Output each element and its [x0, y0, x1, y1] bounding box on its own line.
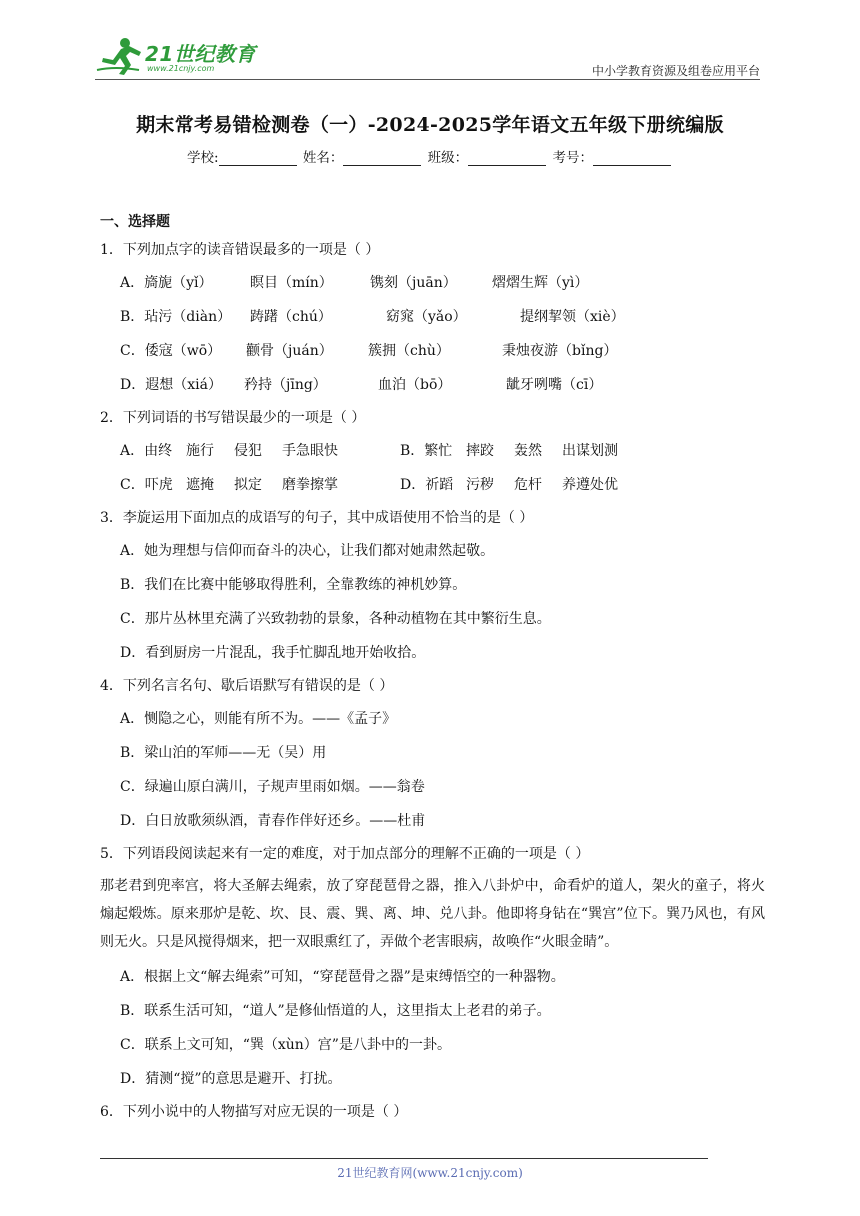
- option-cell: 危杆: [514, 477, 542, 493]
- option-cell: 提纲挈领（xiè）: [520, 309, 625, 325]
- option-row: D．猜测“搅”的意思是避开、打扰。: [120, 1071, 342, 1087]
- option-row: A．她为理想与信仰而奋斗的决心，让我们都对她肃然起敬。: [120, 543, 495, 559]
- option-row: B．梁山泊的军师——无（吴）用: [120, 745, 327, 761]
- name-blank[interactable]: [343, 151, 421, 166]
- exam-no-blank[interactable]: [593, 151, 671, 166]
- option-row: C．那片丛林里充满了兴致勃勃的景象，各种动植物在其中繁衍生息。: [120, 611, 551, 627]
- option-row: [100, 300, 765, 334]
- option-cell: 磨拳擦掌: [282, 477, 338, 493]
- option-cell: 瞑目（mín）: [250, 275, 333, 291]
- option-row: [100, 434, 765, 468]
- question-stem: 1．下列加点字的读音错误最多的一项是（ ）: [100, 242, 380, 258]
- class-blank[interactable]: [468, 151, 546, 166]
- option-row: B．联系生活可知，“道人”是修仙悟道的人，这里指太上老君的弟子。: [120, 1003, 551, 1019]
- option-cell: 镌刻（juān）: [370, 275, 457, 291]
- option-row: D．白日放歌须纵酒，青春作伴好还乡。——杜甫: [120, 813, 426, 829]
- student-info-line: [0, 146, 860, 166]
- option-cell: D．祈蹈: [400, 477, 454, 493]
- page-header: [95, 36, 760, 80]
- option-cell: 侵犯: [234, 443, 262, 459]
- option-cell: 养遵处优: [562, 477, 618, 493]
- class-label: 班级：: [427, 150, 469, 166]
- question-stem: 4．下列名言名句、歇后语默写有错误的是（ ）: [100, 678, 394, 694]
- option-cell: 污秽: [466, 477, 494, 493]
- option-cell: 颧骨（juán）: [246, 343, 333, 359]
- logo-text: 21世纪教育: [145, 42, 256, 66]
- reading-passage: 那老君到兜率宫，将大圣解去绳索，放了穿琵琶骨之器，推入八卦炉中，命看炉的道人，架火的童子，将火煽起煅炼。原来那炉是乾、坎、艮、震、巽、离、坤、兑八卦。他即将身钻在“巽宫”位下。巽乃风也，有风则无火。只是风搅得烟来，把一双眼熏红了，弄做个老害眼病，故唤作“火眼金睛”。: [100, 878, 765, 950]
- option-cell: 窈窕（yǎo）: [386, 309, 467, 325]
- option-row: C．联系上文可知，“巽（xùn）宫”是八卦中的一卦。: [120, 1037, 451, 1053]
- option-row: [100, 368, 765, 402]
- option-cell: C．吓虎: [120, 477, 173, 493]
- option-cell: 矜持（jīng）: [244, 377, 327, 393]
- site-logo: [95, 36, 265, 76]
- option-row: A．恻隐之心，则能有所不为。——《孟子》: [120, 711, 397, 727]
- option-cell: D．遐想（xiá）: [120, 377, 222, 393]
- footer-divider: [100, 1158, 708, 1159]
- option-cell: 施行: [186, 443, 214, 459]
- option-cell: A．由终: [120, 443, 173, 459]
- option-row: A．根据上文“解去绳索”可知，“穿琵琶骨之器”是束缚悟空的一种器物。: [120, 969, 565, 985]
- option-cell: 拟定: [234, 477, 262, 493]
- question-stem: 6．下列小说中的人物描写对应无误的一项是（ ）: [100, 1104, 408, 1120]
- option-row: [100, 334, 765, 368]
- option-row: [100, 468, 765, 502]
- question-stem: 3．李旋运用下面加点的成语写的句子，其中成语使用不恰当的是（ ）: [100, 510, 534, 526]
- platform-name: 中小学教育资源及组卷应用平台: [591, 64, 760, 78]
- exam-content: [100, 210, 765, 1128]
- name-label: 姓名：: [302, 150, 344, 166]
- option-row: [100, 266, 765, 300]
- question-stem: 2．下列词语的书写错误最少的一项是（ ）: [100, 410, 366, 426]
- option-cell: 熠熠生辉（yì）: [492, 275, 589, 291]
- option-cell: 秉烛夜游（bǐng）: [502, 343, 618, 359]
- option-cell: 踌躇（chú）: [250, 309, 332, 325]
- header-divider: [95, 79, 760, 80]
- page-footer: 21世纪教育网(www.21cnjy.com): [337, 1166, 523, 1180]
- option-cell: B．繁忙: [400, 443, 453, 459]
- option-cell: 血泊（bō）: [378, 377, 452, 393]
- section-heading: 一、选择题: [100, 214, 170, 230]
- option-cell: 摔跤: [466, 443, 494, 459]
- option-cell: 手急眼快: [282, 443, 338, 459]
- option-row: D．看到厨房一片混乱，我手忙脚乱地开始收拾。: [120, 645, 426, 661]
- page-title: 期末常考易错检测卷（一）-2024-2025学年语文五年级下册统编版: [136, 114, 724, 136]
- option-cell: 龇牙咧嘴（cī）: [506, 377, 603, 393]
- option-cell: C．倭寇（wō）: [120, 343, 222, 359]
- exam-no-label: 考号：: [552, 150, 593, 166]
- option-cell: 轰然: [514, 443, 542, 459]
- school-blank[interactable]: [219, 151, 297, 166]
- school-label: 学校:: [187, 150, 219, 166]
- option-cell: B．玷污（diàn）: [120, 309, 232, 325]
- logo-url: www.21cnjy.com: [147, 64, 215, 73]
- question-stem: 5．下列语段阅读起来有一定的难度，对于加点部分的理解不正确的一项是（ ）: [100, 846, 590, 862]
- option-cell: A．旖旎（yǐ）: [120, 275, 213, 291]
- option-cell: 出谋划测: [562, 443, 618, 459]
- option-row: C．绿遍山原白满川，子规声里雨如烟。——翁卷: [120, 779, 425, 795]
- option-row: B．我们在比赛中能够取得胜利，全靠教练的神机妙算。: [120, 577, 467, 593]
- option-cell: 遮掩: [186, 477, 214, 493]
- runner-logo-icon: [95, 36, 143, 76]
- option-cell: 簇拥（chù）: [368, 343, 450, 359]
